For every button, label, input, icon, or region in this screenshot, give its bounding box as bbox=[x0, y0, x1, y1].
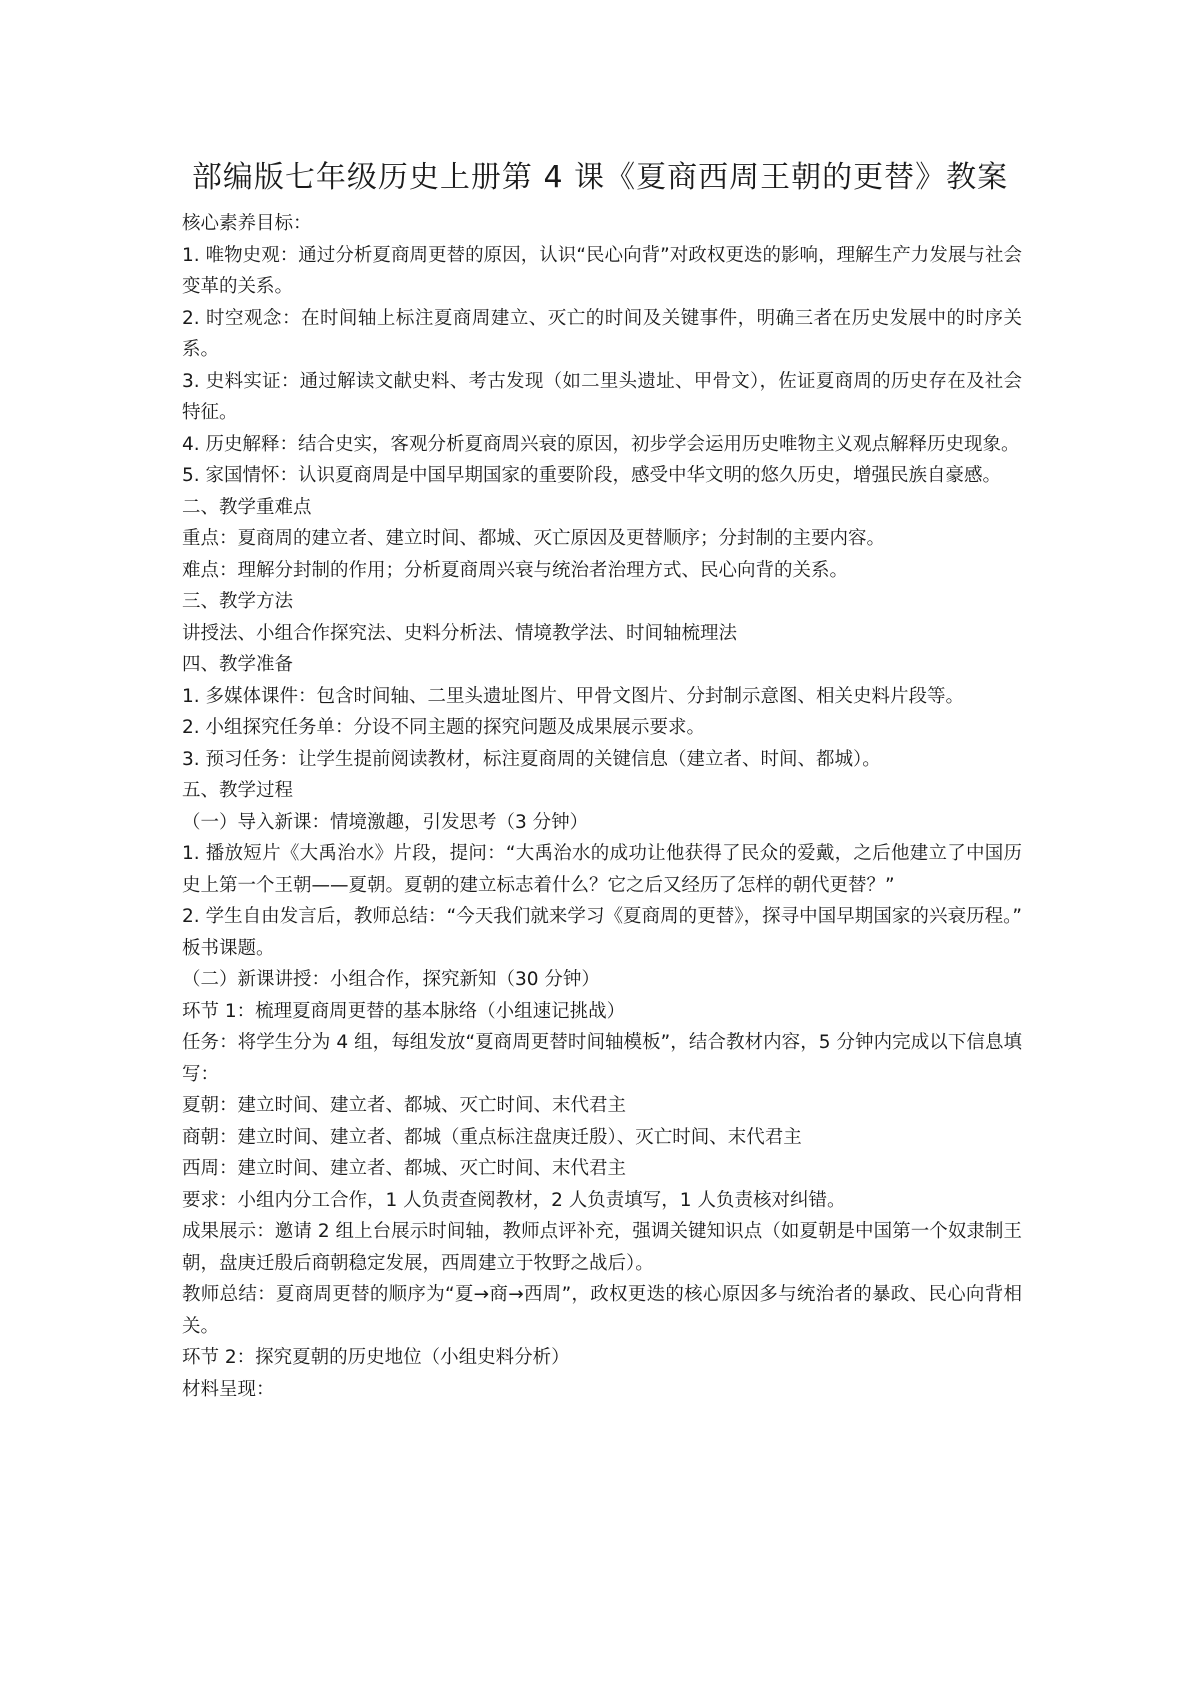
paragraph: 讲授法、小组合作探究法、史料分析法、情境教学法、时间轴梳理法 bbox=[182, 622, 738, 644]
subsection-heading: （二）新课讲授：小组合作，探究新知（30 分钟） bbox=[182, 969, 600, 990]
paragraph: 2. 学生自由发言后，教师总结：“今天我们就来学习《夏商周的更替》，探寻中国早期国家的兴衰历程。” 板书课题。 bbox=[182, 906, 1022, 959]
page-title: 部编版七年级历史上册第 4 课《夏商西周王朝的更替》教案 bbox=[191, 160, 1009, 195]
section-heading: 五、教学过程 bbox=[182, 780, 294, 801]
paragraph: 4. 历史解释：结合史实，客观分析夏商周兴衰的原因，初步学会运用历史唯物主义观点解释历史现象。 bbox=[182, 433, 1020, 455]
paragraph: 3. 史料实证：通过解读文献史料、考古发现（如二里头遗址、甲骨文），佐证夏商周的历史存在及社会特征。 bbox=[182, 370, 1022, 423]
paragraph: 3. 预习任务：让学生提前阅读教材，标注夏商周的关键信息（建立者、时间、都城）。 bbox=[182, 748, 881, 770]
paragraph: 2. 小组探究任务单：分设不同主题的探究问题及成果展示要求。 bbox=[182, 717, 706, 738]
paragraph: 5. 家国情怀：认识夏商周是中国早期国家的重要阶段，感受中华文明的悠久历史，增强民族自豪感。 bbox=[182, 465, 1002, 486]
paragraph: 环节 1：梳理夏商周更替的基本脉络（小组速记挑战） bbox=[182, 1000, 626, 1022]
paragraph: 任务：将学生分为 4 组，每组发放“夏商周更替时间轴模板”，结合教材内容，5 分钟内完成以下信息填写： bbox=[182, 1032, 1022, 1085]
subsection-heading: （一）导入新课：情境激趣，引发思考（3 分钟） bbox=[182, 811, 589, 833]
paragraph: 1. 唯物史观：通过分析夏商周更替的原因，认识“民心向背”对政权更迭的影响，理解生产力发展与社会变革的关系。 bbox=[182, 244, 1022, 297]
paragraph: 重点：夏商周的建立者、建立时间、都城、灭亡原因及更替顺序；分封制的主要内容。 bbox=[182, 528, 886, 549]
section-heading: 三、教学方法 bbox=[182, 591, 294, 612]
paragraph: 材料呈现： bbox=[182, 1378, 275, 1400]
document-body bbox=[182, 208, 1022, 1405]
paragraph: 教师总结：夏商周更替的顺序为“夏→商→西周”，政权更迭的核心原因多与统治者的暴政、民心向背相关。 bbox=[182, 1284, 1022, 1337]
paragraph: 1. 多媒体课件：包含时间轴、二里头遗址图片、甲骨文图片、分封制示意图、相关史料片段等。 bbox=[182, 685, 965, 707]
paragraph: 西周：建立时间、建立者、都城、灭亡时间、末代君主 bbox=[182, 1158, 627, 1179]
paragraph: 成果展示：邀请 2 组上台展示时间轴，教师点评补充，强调关键知识点（如夏朝是中国第一个奴隶制王朝，盘庚迁殷后商朝稳定发展，西周建立于牧野之战后）。 bbox=[182, 1221, 1022, 1274]
paragraph: 2. 时空观念：在时间轴上标注夏商周建立、灭亡的时间及关键事件，明确三者在历史发展中的时序关系。 bbox=[182, 307, 1022, 360]
paragraph: 环节 2：探究夏朝的历史地位（小组史料分析） bbox=[182, 1347, 570, 1368]
section-heading: 二、教学重难点 bbox=[182, 496, 312, 518]
paragraph: 要求：小组内分工合作，1 人负责查阅教材，2 人负责填写，1 人负责核对纠错。 bbox=[182, 1189, 846, 1211]
paragraph: 1. 播放短片《大禹治水》片段，提问：“大禹治水的成功让他获得了民众的爱戴，之后他建立了中国历史上第一个王朝——夏朝。夏朝的建立标志着什么？它之后又经历了怎样的朝代更替？” bbox=[182, 843, 1022, 896]
paragraph: 难点：理解分封制的作用；分析夏商周兴衰与统治者治理方式、民心向背的关系。 bbox=[182, 559, 849, 581]
paragraph: 夏朝：建立时间、建立者、都城、灭亡时间、末代君主 bbox=[182, 1095, 627, 1116]
paragraph: 商朝：建立时间、建立者、都城（重点标注盘庚迁殷）、灭亡时间、末代君主 bbox=[182, 1126, 802, 1148]
section-heading: 四、教学准备 bbox=[182, 654, 294, 675]
paragraph: 核心素养目标： bbox=[182, 213, 312, 234]
